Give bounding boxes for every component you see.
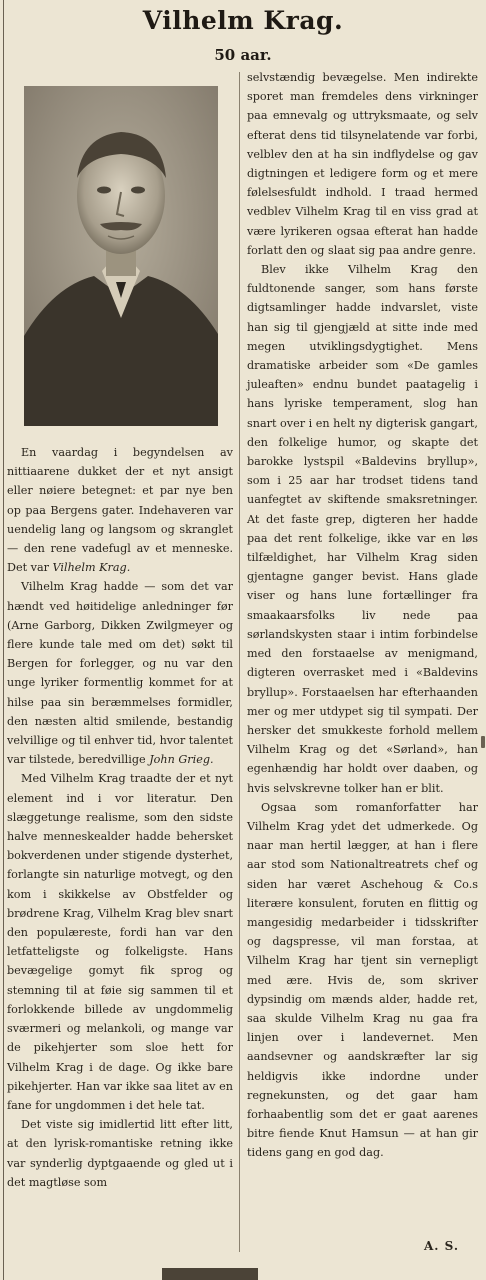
column-divider [239, 72, 240, 1252]
portrait-photo [24, 86, 218, 426]
margin-mark [481, 736, 485, 748]
next-article-bar [162, 1268, 258, 1280]
paragraph-6: Blev ikke Vilhelm Krag den fuldtonende sanger, som hans første digtsamlinger hadde indvarslet, viste han sig til gjengjæld at sitte inde med megen utviklingsdygtighet. Mens dramatiske arbeider som «De gamles juleaften» endnu bundet paatagelig i hans lyriske temperament, slog han snart over i en helt ny digterisk gangart, den folkelige humor, og skapte det barokke lystspil «Baldevins bryllup», som i 25 aar har trodset tidens tand uanfegtet av skiftende smaksretninger. At det faste grep, digteren her hadde paa det rent folkelige, ikke var en løs tilfældighet, har Vilhelm Krag siden gjentagne ganger bevist. Hans glade viser og hans lune fortællinger fra smaakaarsfolks liv nede paa sørlandskysten staar i intim forbindelse med den forstaaelse av menigmand, digteren overrasket med i «Baldevins bryllup». Forstaaelsen har efterhaanden mer og mer utdypet sig til sympati. Der hersker det smukkeste forhold mellem Vilhelm Krag og det «Sørland», han egenhændig har holdt over daaben, og hvis selvskrevne tolker han er blit. [247, 263, 478, 795]
person-name-vilhelm-krag: Vilhelm Krag. [52, 561, 131, 575]
author-signature: A. S. [424, 1239, 460, 1253]
article-left-column [7, 443, 233, 1192]
article-subheadline: 50 aar. [214, 46, 272, 64]
paragraph-4: Det viste sig imidlertid litt efter litt, at den lyrisk-romantiske retning ikke var synderlig dyptgaaende og gled ut i det magtløse som [7, 1118, 233, 1189]
article-right-column [247, 68, 478, 1163]
paragraph-3: Med Vilhelm Krag traadte der et nyt element ind i vor literatur. Den slæggetunge realisme, som den sidste halve menneskealder hadde behersket bokverdenen under stigende dysterhet, forlangte sin naturlige motvegt, og den kom i skikkelse av Obstfelder og brødrene Krag, Vilhelm Krag blev snart den populæreste, fordi han var den letfatteligste og folkeligste. Hans bevægelige gomyt fik sprog og stemning til at føie sig sammen til et forlokkende billede av ungdommelig sværmeri og melankoli, og mange var de pikehjerter som sloe hett for Vilhelm Krag i de dage. Og ikke bare pikehjerter. Han var ikke saa litet av en fane for ungdommen i det hele tat. [7, 772, 233, 1112]
paragraph-5: selvstændig bevægelse. Men indirekte sporet man fremdeles dens virkninger paa emnevalg og uttryksmaate, og selv efterat dens tid tilsynelatende var forbi, velblev den at ha sin indflydelse og gav digtningen et ledigere form og et mere følelsesfuldt indhold. I traad hermed vedblev Vilhelm Krag til en viss grad at være lyrikeren ogsaa efterat han hadde forlatt den og slaat sig paa andre genre. [247, 71, 478, 257]
paragraph-2: Vilhelm Krag hadde — som det var hændt ved høitidelige anledninger før (Arne Garborg, Dikken Zwilgmeyer og flere kunde tale med om det) søkt til Bergen for forlegger, og nu var den unge lyriker formentlig kommet for at hilse paa sin beræmmelses formidler, den næsten altid smilende, bestandig velvillige og til enhver tid, hvor talentet var tilstede, beredvillige John Grieg. [7, 580, 233, 767]
paragraph-7: Ogsaa som romanforfatter har Vilhelm Krag ydet det udmerkede. Og naar man hertil lægger, at han i flere aar stod som Nationaltreatrets chef og siden har været Aschehoug & Co.s literære konsulent, foruten en flittig og mangesidig medarbeider i tidsskrifter og dagspresse, vil man forstaa, at Vilhelm Krag har tjent sin vernepligt med ære. Hvis de, som skriver dypsindig om mænds alder, hadde ret, saa skulde Vilhelm Krag nu gaa fra linjen over i landevernet. Men aandsevner og aandskræfter lar sig heldigvis ikke indordne under regnekunsten, og det gaar ham forhaabentlig som det er gaat aarenes bitre fiende Knut Hamsun — at han gir tidens gang en god dag. [247, 800, 478, 1160]
person-name-john-grieg: John Grieg. [149, 753, 214, 767]
article-headline: Vilhelm Krag. [142, 6, 344, 35]
paragraph-1: En vaardag i begyndelsen av nittiaarene dukket der et nyt ansigt eller nøiere betegnet: et par nye ben op paa Bergens gater. Indehaveren var uendelig lang og langsom og skranglet — den rene vadefugl av et menneske. Det var Vilhelm Krag. [7, 446, 233, 575]
left-column-rule [3, 0, 4, 1280]
